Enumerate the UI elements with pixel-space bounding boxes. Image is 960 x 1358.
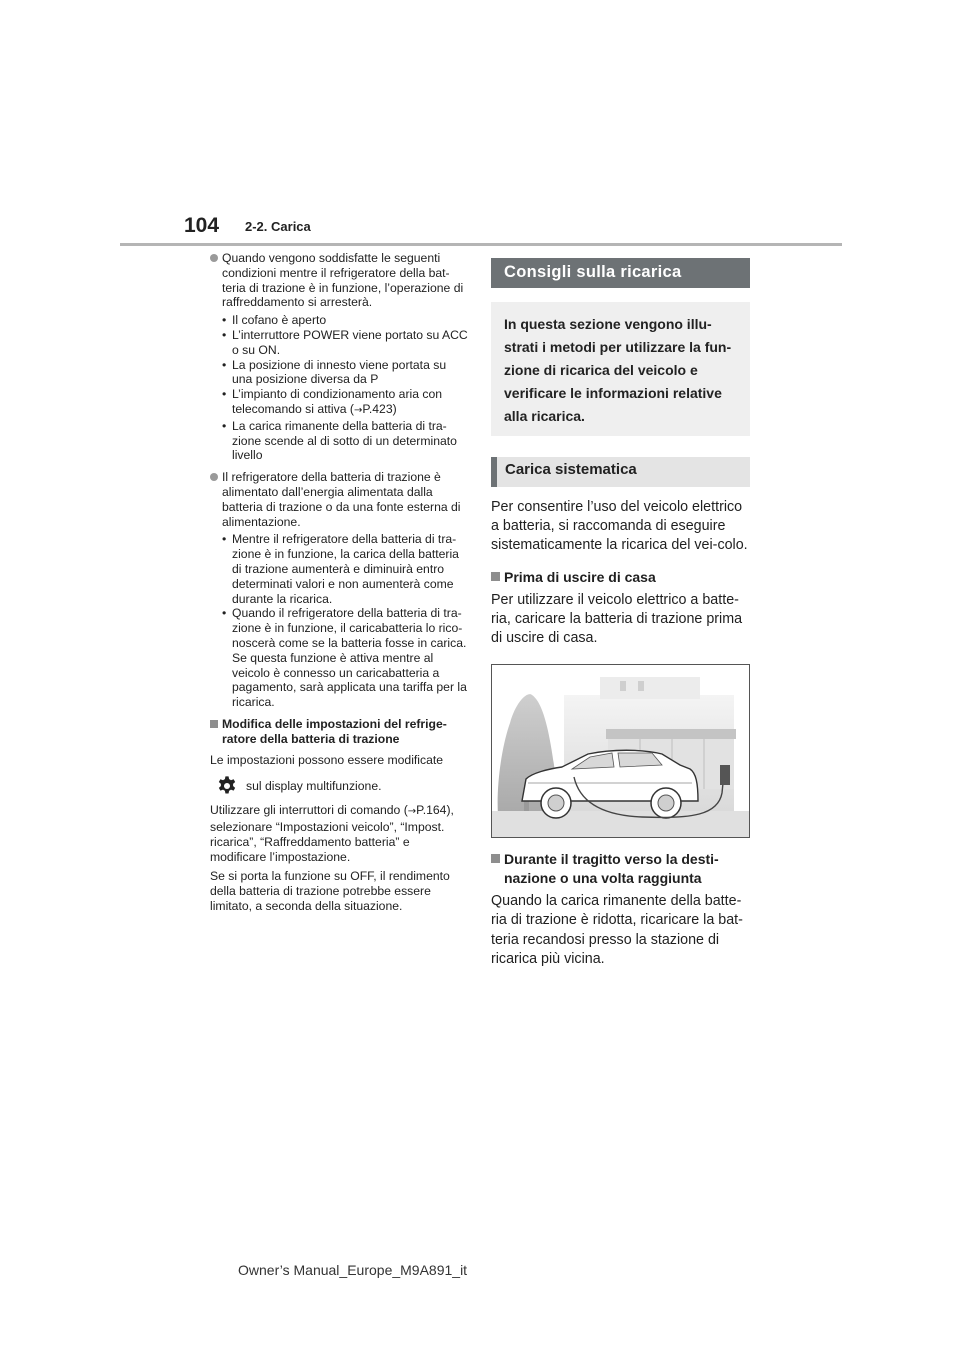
list-item: • Mentre il refrigeratore della batteria di tra-zione è in funzione, la carica della batteria di trazione aumenterà e diminuirà entro determinati valori e non aumenterà come durante la ricarica.	[222, 532, 468, 606]
paragraph-on-the-road: Quando la carica rimanente della batte-ria di trazione è ridotta, ricaricare la bat-teria recandosi presso la stazione di ricarica più vicina.	[491, 893, 743, 967]
circle-bullet-icon	[210, 254, 218, 262]
list-item: • La carica rimanente della batteria di tra-zione scende al di sotto di un determinato livello	[222, 419, 468, 463]
paragraph-intro: Per consentire l’uso del veicolo elettrico a batteria, si raccomanda di eseguire sistematicamente la ricarica del vei-colo.	[491, 499, 748, 554]
square-bullet-icon	[491, 572, 500, 581]
bullet-2-intro: Il refrigeratore della batteria di trazione è alimentato dall’energia alimentata dalla batteria di trazione o da una fonte esterna di alimentazione.	[222, 470, 461, 529]
arrow-icon: →	[353, 404, 363, 416]
bullet-1-intro: Quando vengono soddisfatte le seguenti condizioni mentre il refrigeratore della bat-teria di trazione è in funzione, l’operazione di raffreddamento si arresterà.	[222, 251, 464, 310]
paragraph-home: Per utilizzare il veicolo elettrico a batte-ria, caricare la batteria di trazione prima di uscire di casa.	[491, 591, 743, 647]
bullet-2-list	[210, 532, 468, 710]
home-charging-picture	[492, 665, 749, 837]
list-item: • Quando il refrigeratore della batteria di tra-zione è in funzione, il caricabatteria lo rico-noscerà come se la batteria fosse in carica. Se questa funzione è attiva mentre al veicolo è connesso un caricabatteria a pagamento, sarà applicata una tariffa per la ricarica.	[222, 606, 468, 710]
instructions-text-a: Utilizzare gli interruttori di comando (	[210, 803, 408, 818]
header-rule	[120, 243, 842, 246]
sub-heading-text: Modifica delle impostazioni del refrige-ratore della batteria di trazione	[222, 716, 447, 746]
icon-line-text: sul display multifunzione.	[246, 778, 382, 793]
paragraph-warning: Se si porta la funzione su OFF, il rendimento della batteria di trazione potrebbe essere limitato, a seconda della situazione.	[210, 869, 450, 914]
sub-heading-2-text: Durante il tragitto verso la desti-nazione o una volta raggiunta	[504, 851, 719, 887]
page-reference-link[interactable]: P.423)	[362, 401, 397, 416]
paragraph-instructions	[210, 803, 468, 864]
footer-manual-id: Owner’s Manual_Europe_M9A891_it	[238, 1262, 468, 1278]
paragraph-settings: Le impostazioni possono essere modificate	[210, 752, 444, 767]
left-column	[210, 251, 468, 919]
list-item: • L’interruttore POWER viene portato su ACC o su ON.	[222, 328, 468, 358]
bullet-paragraph-2	[210, 470, 468, 529]
sub-heading-2	[491, 850, 750, 888]
list-item	[222, 387, 468, 419]
square-bullet-icon	[210, 720, 218, 728]
gear-icon	[216, 775, 238, 797]
sub-heading	[210, 717, 468, 747]
sub-heading-1	[491, 568, 750, 587]
charging-illustration	[491, 664, 750, 838]
arrow-icon: →	[407, 806, 417, 818]
tips-title-bar: Consigli sulla ricarica	[491, 258, 750, 288]
sub-heading-1-text: Prima di uscire di casa	[504, 568, 656, 585]
page-number: 104	[184, 214, 220, 237]
list-item: • La posizione di innesto viene portata su una posizione diversa da P	[222, 358, 468, 388]
right-column	[491, 258, 750, 969]
list-item: • Il cofano è aperto	[222, 313, 468, 328]
section-heading: Carica sistematica	[491, 457, 750, 487]
section-header: 2-2. Carica	[245, 219, 311, 234]
circle-bullet-icon	[210, 473, 218, 481]
list-item-text: L’impianto di condizionamento aria con telecomando si attiva (	[232, 387, 443, 416]
bullet-1-list	[210, 313, 468, 463]
bullet-paragraph-1	[210, 251, 468, 310]
instructions-text-b: P.164), selezionare “Impostazioni veicolo”, “Impost. ricarica”, “Raffreddamento batteria” e modificare l’impostazione.	[210, 803, 454, 864]
square-bullet-icon	[491, 854, 500, 863]
tips-box: In questa sezione vengono illu-strati i metodi per utilizzare la fun-zione di ricarica del veicolo e verificare le informazioni relative alla ricarica.	[491, 302, 750, 436]
settings-icon-line	[210, 775, 468, 797]
